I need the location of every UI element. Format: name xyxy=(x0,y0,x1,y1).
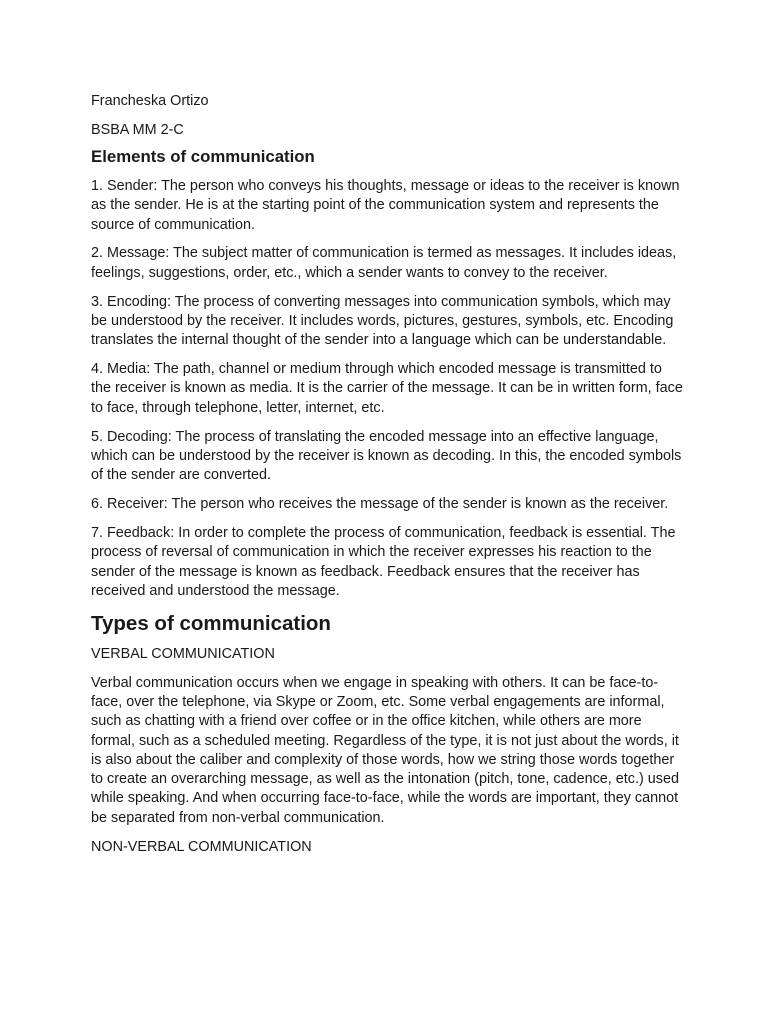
elements-heading: Elements of communication xyxy=(91,147,315,166)
types-heading: Types of communication xyxy=(91,611,331,635)
verbal-paragraph: Verbal communication occurs when we engage in speaking with others. It can be face-to-face, over the telephone, via Skype or Zoom, etc. Some verbal engagements are informal, such as chatting with a friend over coffee or in the office kitchen, while others are more formal, such as a scheduled meeting. Regardless of the type, it is not just about the words, it is also about the caliber and complexity of those words, how we string those words together to create an overarching message, as well as the intonation (pitch, tone, cadence, etc.) used while speaking. And when occurring face-to-face, while the words are important, they cannot be separated from non-verbal communication. xyxy=(91,674,679,826)
element-item-message: 2. Message: The subject matter of communication is termed as messages. It includes ideas, feelings, suggestions, order, etc., which a sender wants to convey to the receiver. xyxy=(91,245,677,281)
element-item-receiver: 6. Receiver: The person who receives the message of the sender is known as the receiver. xyxy=(91,496,669,513)
element-item-feedback: 7. Feedback: In order to complete the process of communication, feedback is essential. The process of reversal of communication in which the receiver expresses his reaction to the sender of the message is known as feedback. Feedback ensures that the receiver has received and understood the message. xyxy=(91,525,676,599)
element-item-sender: 1. Sender: The person who conveys his thoughts, message or ideas to the receiver is known as the sender. He is at the starting point of the communication system and represents the source of communication. xyxy=(91,178,680,233)
nonverbal-subheading: NON-VERBAL COMMUNICATION xyxy=(91,838,312,855)
element-item-decoding: 5. Decoding: The process of translating the encoded message into an effective language, which can be understood by the receiver is known as decoding. In this, the encoded symbols of the sender are converted. xyxy=(91,428,682,484)
course-section: BSBA MM 2-C xyxy=(91,121,184,138)
author-name: Francheska Ortizo xyxy=(91,93,209,109)
document-page xyxy=(91,92,683,867)
element-item-encoding: 3. Encoding: The process of converting messages into communication symbols, which may be understood by the receiver. It includes words, pictures, gestures, symbols, etc. Encoding translates the internal thought of the sender into a language which can be understandable. xyxy=(91,293,674,349)
element-item-media: 4. Media: The path, channel or medium through which encoded message is transmitted to the receiver is known as media. It is the carrier of the message. It can be in written form, face to face, through telephone, letter, internet, etc. xyxy=(91,361,683,416)
verbal-subheading: VERBAL COMMUNICATION xyxy=(91,645,275,662)
